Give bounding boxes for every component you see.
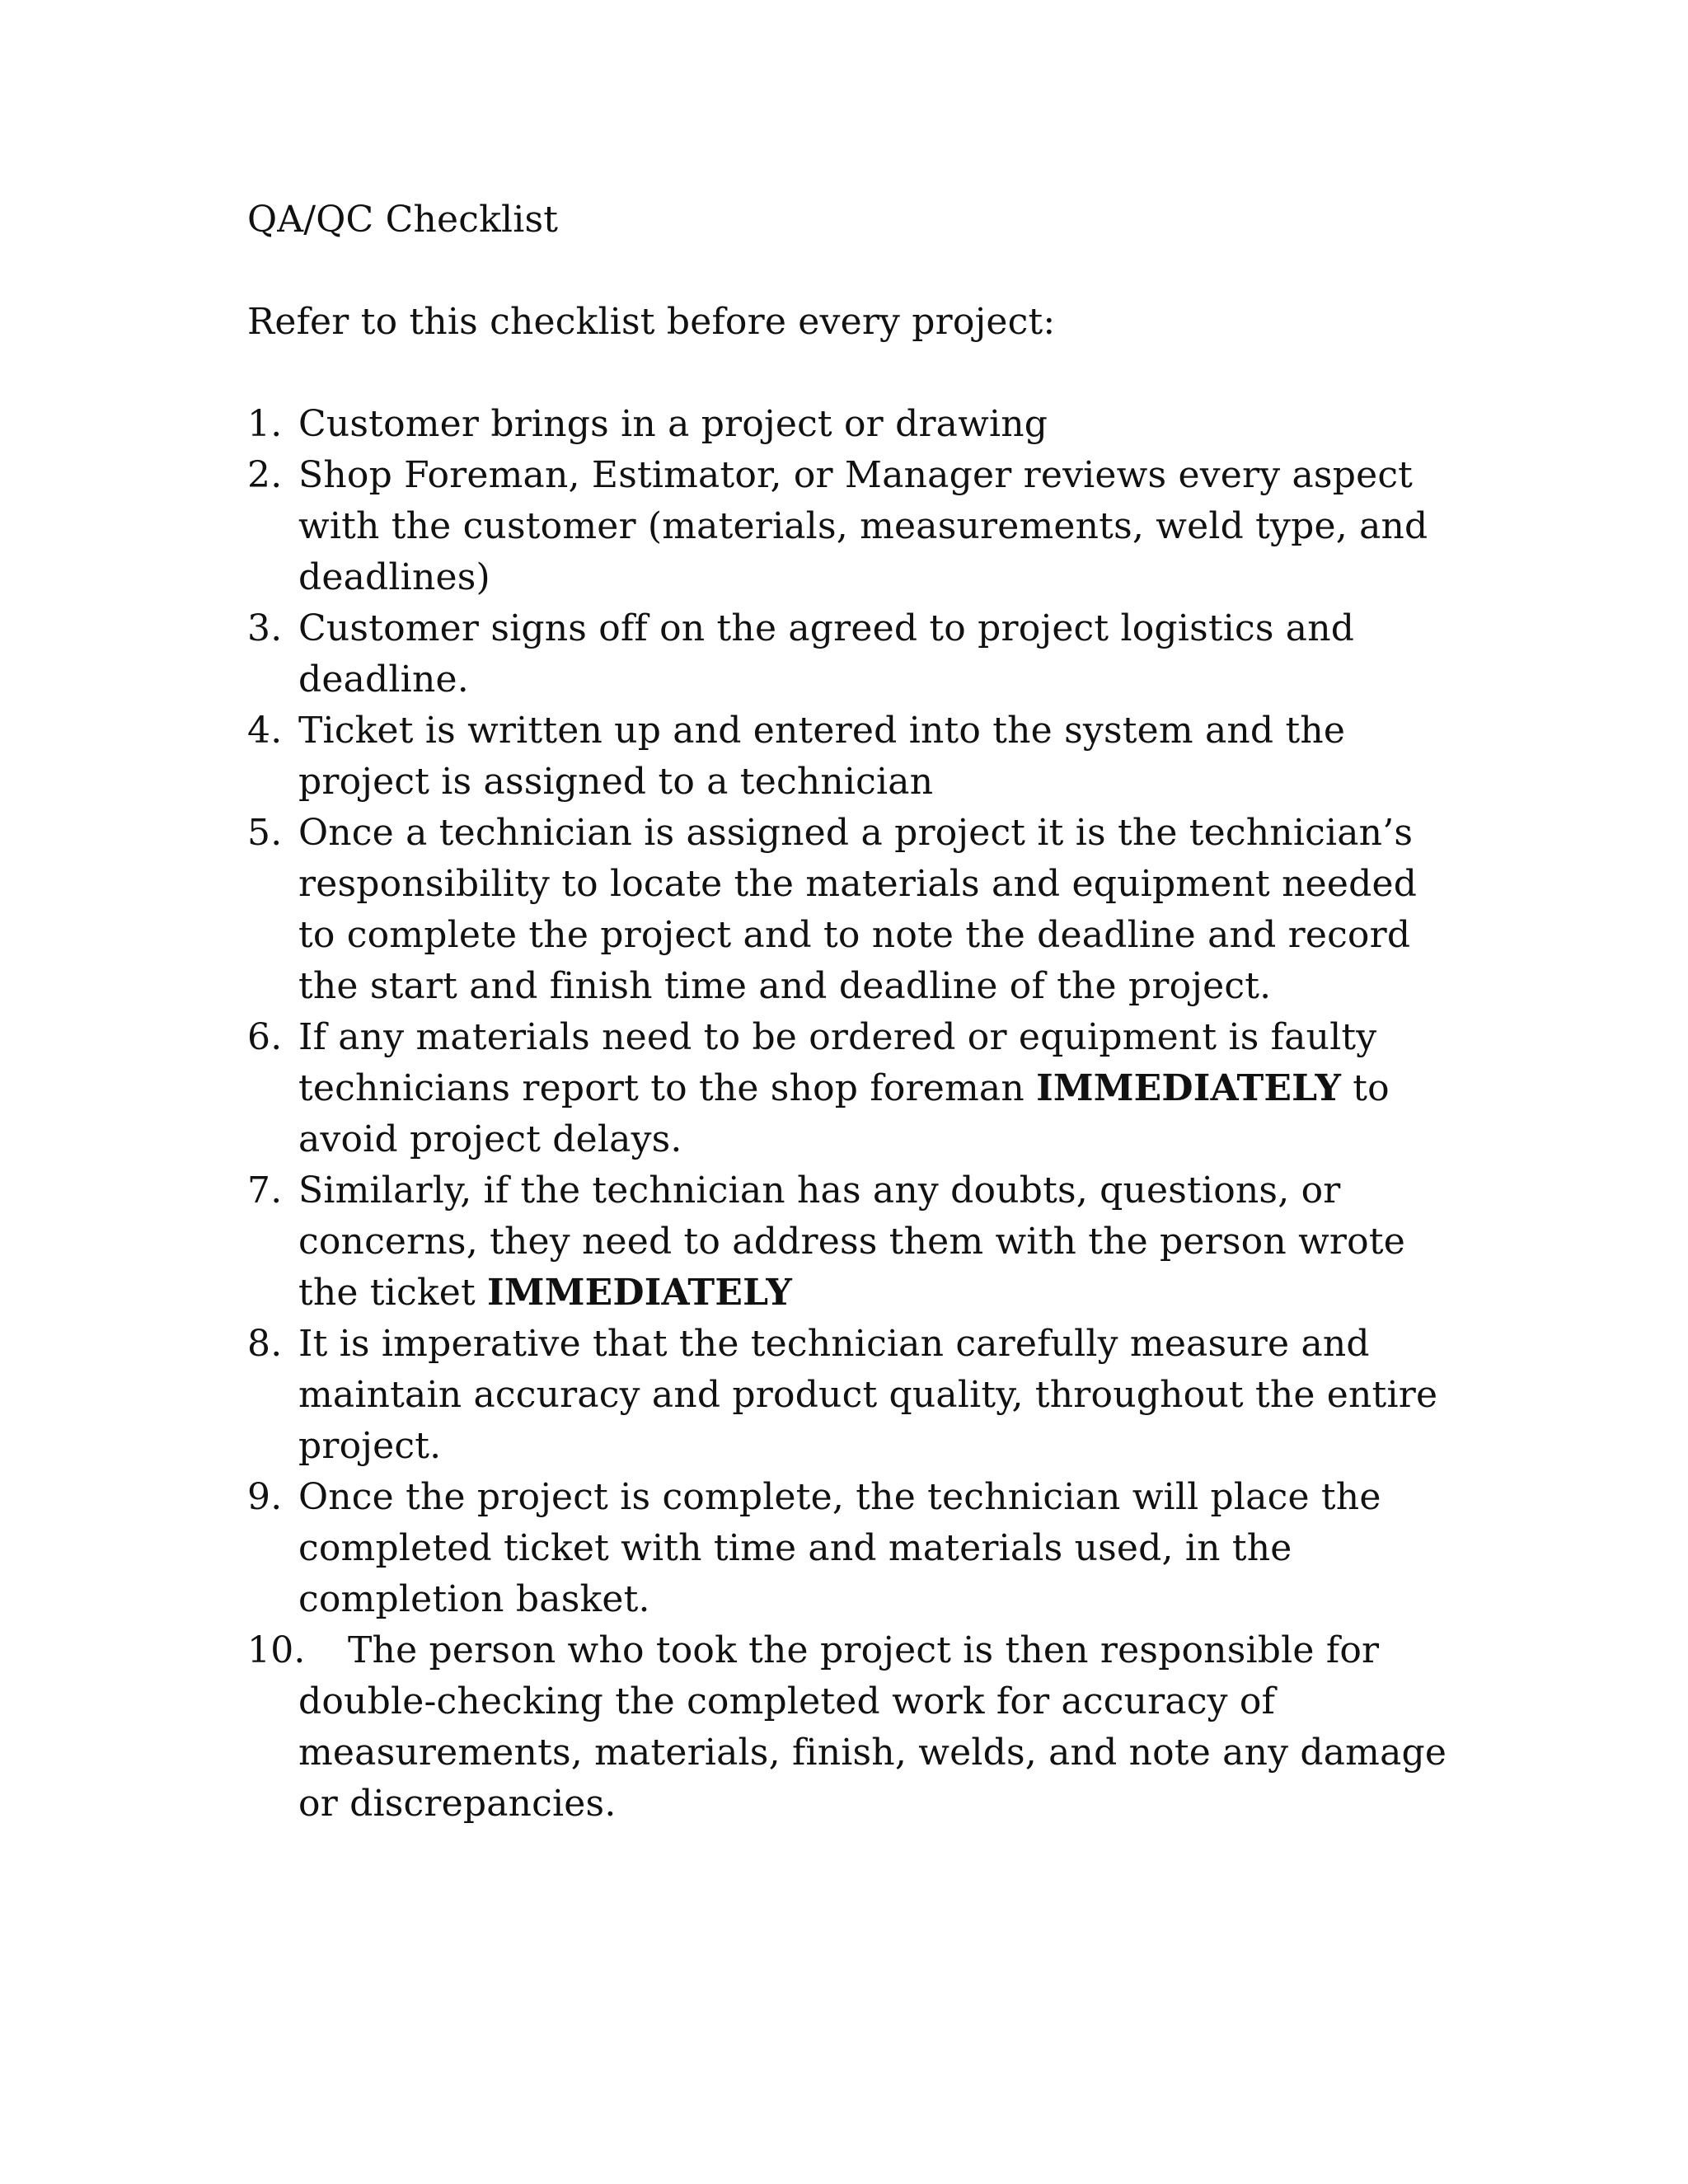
checklist-item — [247, 603, 1451, 705]
item-text: Once the project is complete, the technician will place the completed ticket with time and materials used, in the completion basket. — [298, 1476, 1381, 1620]
item-number: 6. — [247, 1016, 283, 1058]
document-body — [247, 194, 1451, 1830]
checklist-item — [247, 1165, 1451, 1319]
item-text: Shop Foreman, Estimator, or Manager reviews every aspect with the customer (materials, measurements, weld type, and deadlines) — [298, 454, 1428, 598]
checklist-item — [247, 450, 1451, 603]
item-text: Customer signs off on the agreed to project logistics and deadline. — [298, 607, 1355, 701]
item-text: It is imperative that the technician carefully measure and maintain accuracy and product quality, throughout the entire project. — [298, 1323, 1438, 1467]
checklist-item — [247, 705, 1451, 808]
intro-text: Refer to this checklist before every project: — [247, 301, 1056, 343]
item-number: 8. — [247, 1323, 283, 1365]
checklist-item — [247, 1625, 1451, 1830]
item-number: 10. — [247, 1629, 306, 1671]
item-number: 7. — [247, 1169, 283, 1212]
emphasis-immediately: IMMEDIATELY — [1036, 1067, 1342, 1109]
checklist-item — [247, 808, 1451, 1012]
checklist — [247, 399, 1451, 1830]
document-title: QA/QC Checklist — [247, 199, 559, 241]
item-text: Once a technician is assigned a project it is the technician’s responsibility to locate the materials and equipment needed to complete the project and to note the deadline and record the start and finish time and deadline of the project. — [298, 812, 1418, 1007]
item-text: Ticket is written up and entered into the system and the project is assigned to a technician — [298, 710, 1346, 803]
checklist-item — [247, 399, 1451, 450]
item-text: Similarly, if the technician has any doubts, questions, or concerns, they need to address them with the person wrote the ticket — [298, 1169, 1405, 1314]
checklist-item — [247, 1319, 1451, 1472]
item-number: 3. — [247, 607, 283, 649]
emphasis-immediately: IMMEDIATELY — [487, 1272, 793, 1314]
item-number: 4. — [247, 710, 283, 752]
checklist-item — [247, 1012, 1451, 1165]
item-text: The person who took the project is then responsible for double-checking the completed work for accuracy of measurements, materials, finish, welds, and note any damage or discrepancies. — [298, 1629, 1447, 1825]
item-text-continued: to avoid project delays. — [298, 1067, 1390, 1160]
item-text: If any materials need to be ordered or equipment is faulty technicians report to the shop foreman — [298, 1016, 1377, 1109]
item-number: 9. — [247, 1476, 283, 1518]
item-text: Customer brings in a project or drawing — [298, 403, 1048, 445]
item-number: 1. — [247, 403, 283, 445]
item-number: 2. — [247, 454, 283, 496]
checklist-item — [247, 1472, 1451, 1625]
item-number: 5. — [247, 812, 283, 854]
